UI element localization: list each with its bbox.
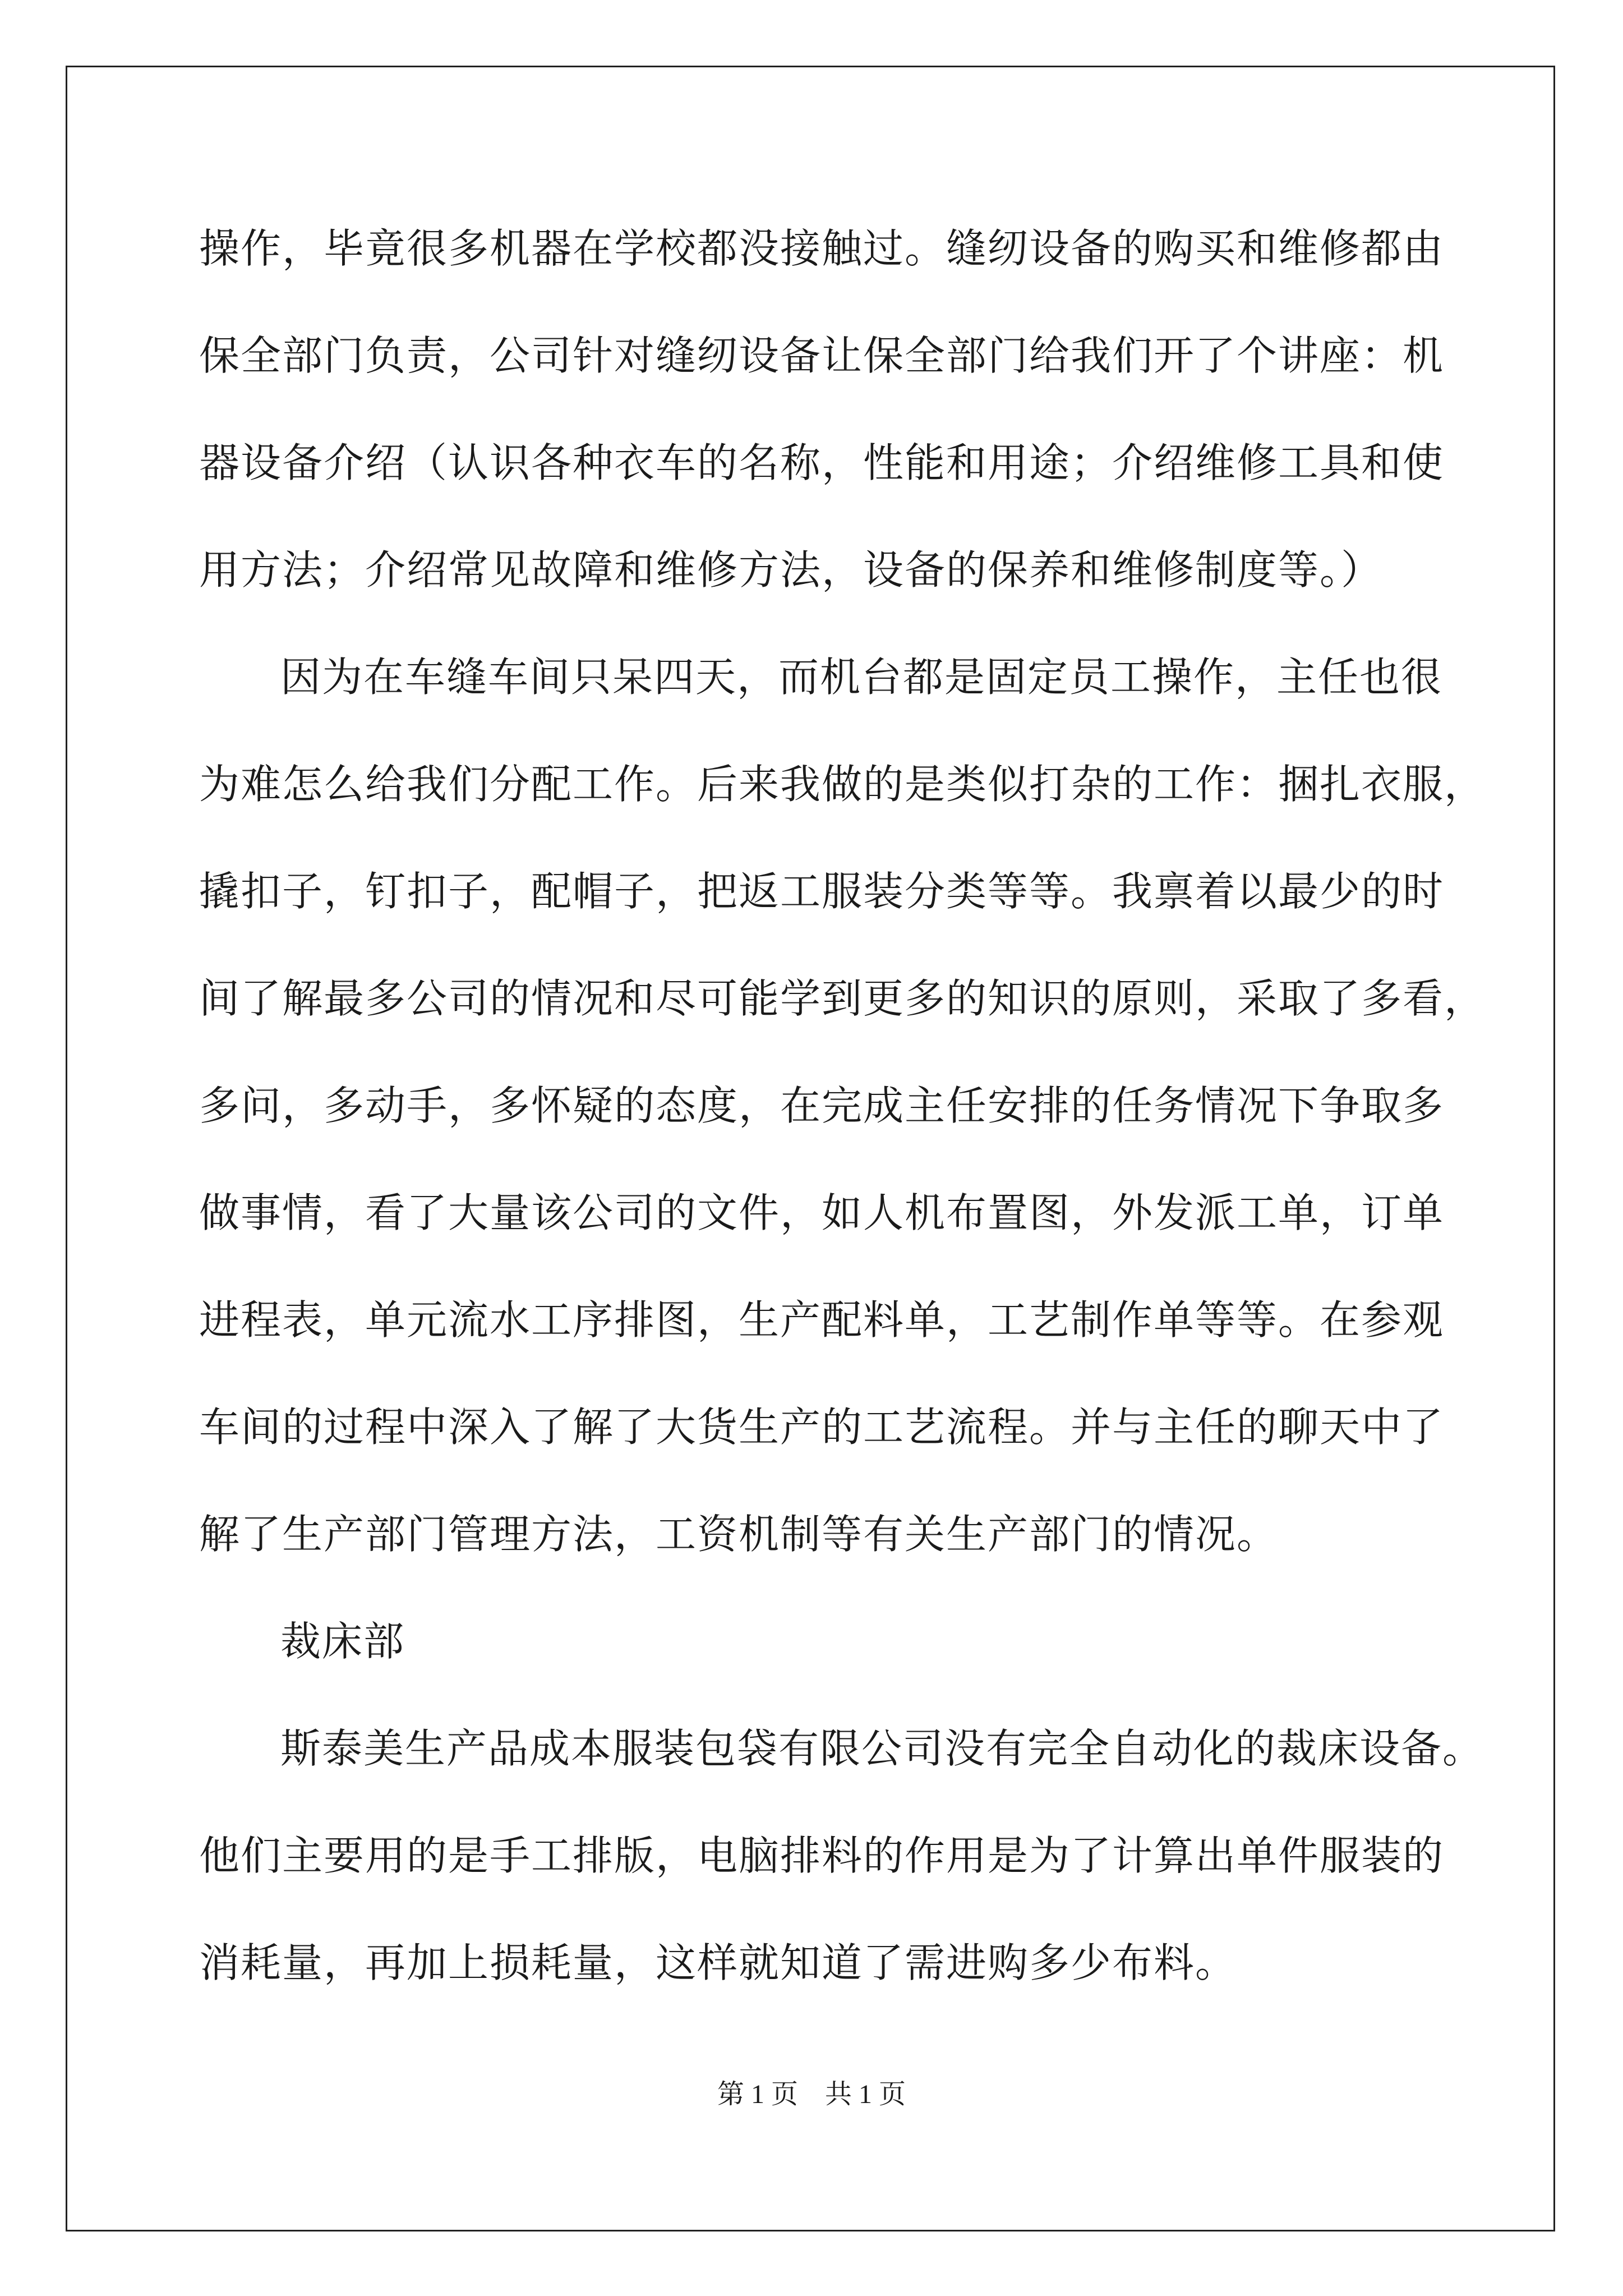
page-number-label: 第 1 页 共 1 页 [717,2079,906,2109]
page-footer [0,2078,1623,2111]
text-line: 消耗量，再加上损耗量，这样就知道了需进购多少布料。 [199,1939,1237,1986]
section-heading: 裁床部 [280,1618,405,1665]
text-line: 器设备介绍（认识各种衣车的名称，性能和用途；介绍维修工具和使 [199,439,1445,486]
text-line: 做事情，看了大量该公司的文件，如人机布置图，外发派工单，订单 [199,1189,1445,1236]
text-line: 保全部门负责，公司针对缝纫设备让保全部门给我们开了个讲座：机 [199,332,1445,379]
document-body [199,222,1486,2043]
text-line: 间了解最多公司的情况和尽可能学到更多的知识的原则，采取了多看， [199,975,1486,1022]
paragraph-start-line: 斯泰美生产品成本服装包袋有限公司没有完全自动化的裁床设备。 [280,1725,1484,1772]
paragraph-start-line: 因为在车缝车间只呆四天，而机台都是固定员工操作，主任也很 [280,654,1443,701]
text-line: 多问，多动手，多怀疑的态度，在完成主任安排的任务情况下争取多 [199,1082,1445,1129]
text-line: 车间的过程中深入了解了大货生产的工艺流程。并与主任的聊天中了 [199,1404,1445,1451]
text-line: 他们主要用的是手工排版，电脑排料的作用是为了计算出单件服装的 [199,1832,1445,1879]
text-line: 进程表，单元流水工序排图，生产配料单，工艺制作单等等。在参观 [199,1296,1445,1343]
text-line: 撬扣子，钉扣子，配帽子，把返工服装分类等等。我禀着以最少的时 [199,868,1445,915]
text-line: 用方法；介绍常见故障和维修方法，设备的保养和维修制度等。） [199,546,1383,593]
text-line: 为难怎么给我们分配工作。后来我做的是类似打杂的工作：捆扎衣服， [199,761,1486,808]
text-line: 解了生产部门管理方法，工资机制等有关生产部门的情况。 [199,1511,1279,1558]
text-line: 操作，毕竟很多机器在学校都没接触过。缝纫设备的购买和维修都由 [199,225,1445,272]
